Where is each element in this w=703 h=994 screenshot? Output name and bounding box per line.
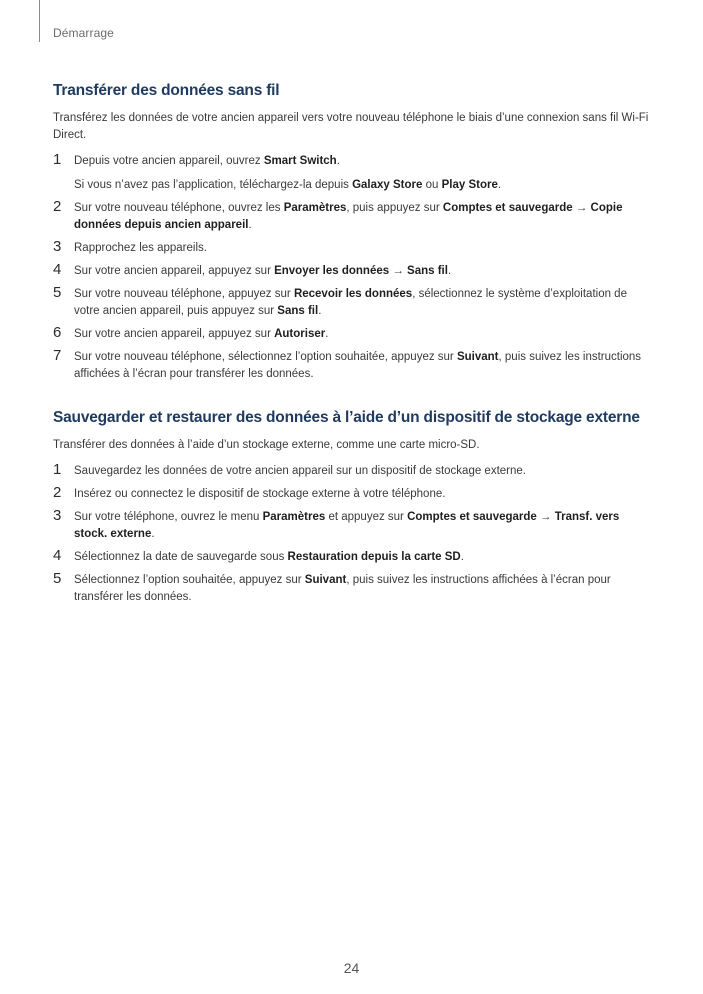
step-note <box>74 177 653 194</box>
ui-term: Sans fil <box>407 265 448 277</box>
list-item <box>53 549 653 566</box>
step-text: et appuyez sur <box>325 511 408 523</box>
step-text: . <box>325 328 329 340</box>
step-number: 2 <box>53 198 62 215</box>
step-text: → <box>572 202 591 214</box>
step-text: ou <box>422 179 442 191</box>
step-text: Sélectionnez la date de sauvegarde sous <box>74 551 288 563</box>
section-title-wireless-transfer: Transférer des données sans fil <box>53 82 280 99</box>
step-text: → <box>389 265 408 277</box>
ui-term: Comptes et sauvegarde <box>407 511 537 523</box>
step-number: 1 <box>53 151 62 168</box>
list-item <box>53 326 653 343</box>
ui-term: Comptes et sauvegarde <box>442 202 573 214</box>
ui-term: Paramètres <box>283 202 347 214</box>
step-text: Sur votre ancien appareil, appuyez sur <box>74 328 275 340</box>
step-text: , puis suivez les instructions affichées à l’écran pour transférer les données. <box>74 351 642 380</box>
list-item <box>53 509 653 543</box>
step-text: Sur votre téléphone, ouvrez le menu <box>74 511 263 523</box>
step-text: Si vous n’avez pas l’application, téléchargez-la depuis <box>74 179 353 191</box>
ui-term: Recevoir les données <box>293 288 413 300</box>
ui-term: Suivant <box>304 574 347 586</box>
step-text: . <box>447 265 452 277</box>
ui-term: Sans fil <box>277 305 319 317</box>
step-text: Sélectionnez l’option souhaitée, appuyez sur <box>74 574 305 586</box>
header-divider <box>39 0 40 42</box>
ui-term: Autoriser <box>274 328 326 340</box>
step-text: . <box>497 179 502 191</box>
step-text: Sur votre nouveau téléphone, sélectionnez l’option souhaitée, appuyez sur <box>74 351 457 363</box>
ui-term: Play Store <box>441 179 498 191</box>
page-content <box>53 82 653 612</box>
step-text: , puis appuyez sur <box>346 202 443 214</box>
step-text: , puis suivez les instructions affichées à l’écran pour transférer les données. <box>74 574 611 603</box>
step-number: 4 <box>53 261 62 278</box>
step-text: Sur votre nouveau téléphone, appuyez sur <box>74 288 294 300</box>
step-number: 1 <box>53 461 62 478</box>
step-text: . <box>151 528 155 540</box>
step-number: 5 <box>53 570 62 587</box>
step-text: Rapprochez les appareils. <box>74 242 207 254</box>
chapter-label: Démarrage <box>53 26 114 40</box>
ui-term: Smart Switch <box>263 155 337 167</box>
page-number: 24 <box>343 960 360 976</box>
step-number: 5 <box>53 284 62 301</box>
ui-term: Galaxy Store <box>352 179 423 191</box>
step-text: . <box>336 155 340 167</box>
step-text: . <box>460 551 464 563</box>
step-text: . <box>248 219 252 231</box>
step-number: 4 <box>53 547 62 564</box>
step-text: Depuis votre ancien appareil, ouvrez <box>74 155 264 167</box>
step-text: Insérez ou connectez le dispositif de stockage externe à votre téléphone. <box>74 488 446 500</box>
section-title-external-storage: Sauvegarder et restaurer des données à l’aide d’un dispositif de stockage externe <box>53 409 640 426</box>
step-number: 3 <box>53 507 62 524</box>
section-intro-wireless-transfer: Transférez les données de votre ancien appareil vers votre nouveau téléphone le biais d’une connexion sans fil Wi-Fi Direct. <box>53 112 649 141</box>
list-item <box>53 153 653 194</box>
step-text: Sur votre ancien appareil, appuyez sur <box>74 265 275 277</box>
list-item <box>53 349 653 383</box>
step-number: 3 <box>53 238 62 255</box>
step-text: Sauvegardez les données de votre ancien appareil sur un dispositif de stockage externe. <box>74 465 526 477</box>
list-item <box>53 240 653 257</box>
ui-term: Copie données depuis ancien appareil <box>74 202 623 231</box>
list-item <box>53 572 653 606</box>
list-item <box>53 486 653 503</box>
list-item <box>53 200 653 234</box>
step-text: Sur votre nouveau téléphone, ouvrez les <box>74 202 284 214</box>
step-number: 6 <box>53 324 62 341</box>
steps-list-wireless-transfer <box>53 153 653 383</box>
ui-term: Envoyer les données <box>274 265 390 277</box>
step-text: , sélectionnez le système d’exploitation de votre ancien appareil, puis appuyez sur <box>74 288 627 317</box>
step-text: . <box>318 305 322 317</box>
steps-list-external-storage <box>53 463 653 606</box>
step-number: 2 <box>53 484 62 501</box>
ui-term: Suivant <box>456 351 499 363</box>
ui-term: Paramètres <box>262 511 326 523</box>
ui-term: Transf. vers stock. externe <box>74 511 620 540</box>
ui-term: Restauration depuis la carte SD <box>287 551 461 563</box>
section-intro-external-storage: Transférer des données à l’aide d’un stockage externe, comme une carte micro-SD. <box>53 439 480 451</box>
step-number: 7 <box>53 347 62 364</box>
list-item <box>53 463 653 480</box>
step-text: → <box>536 511 555 523</box>
list-item <box>53 263 653 280</box>
list-item <box>53 286 653 320</box>
